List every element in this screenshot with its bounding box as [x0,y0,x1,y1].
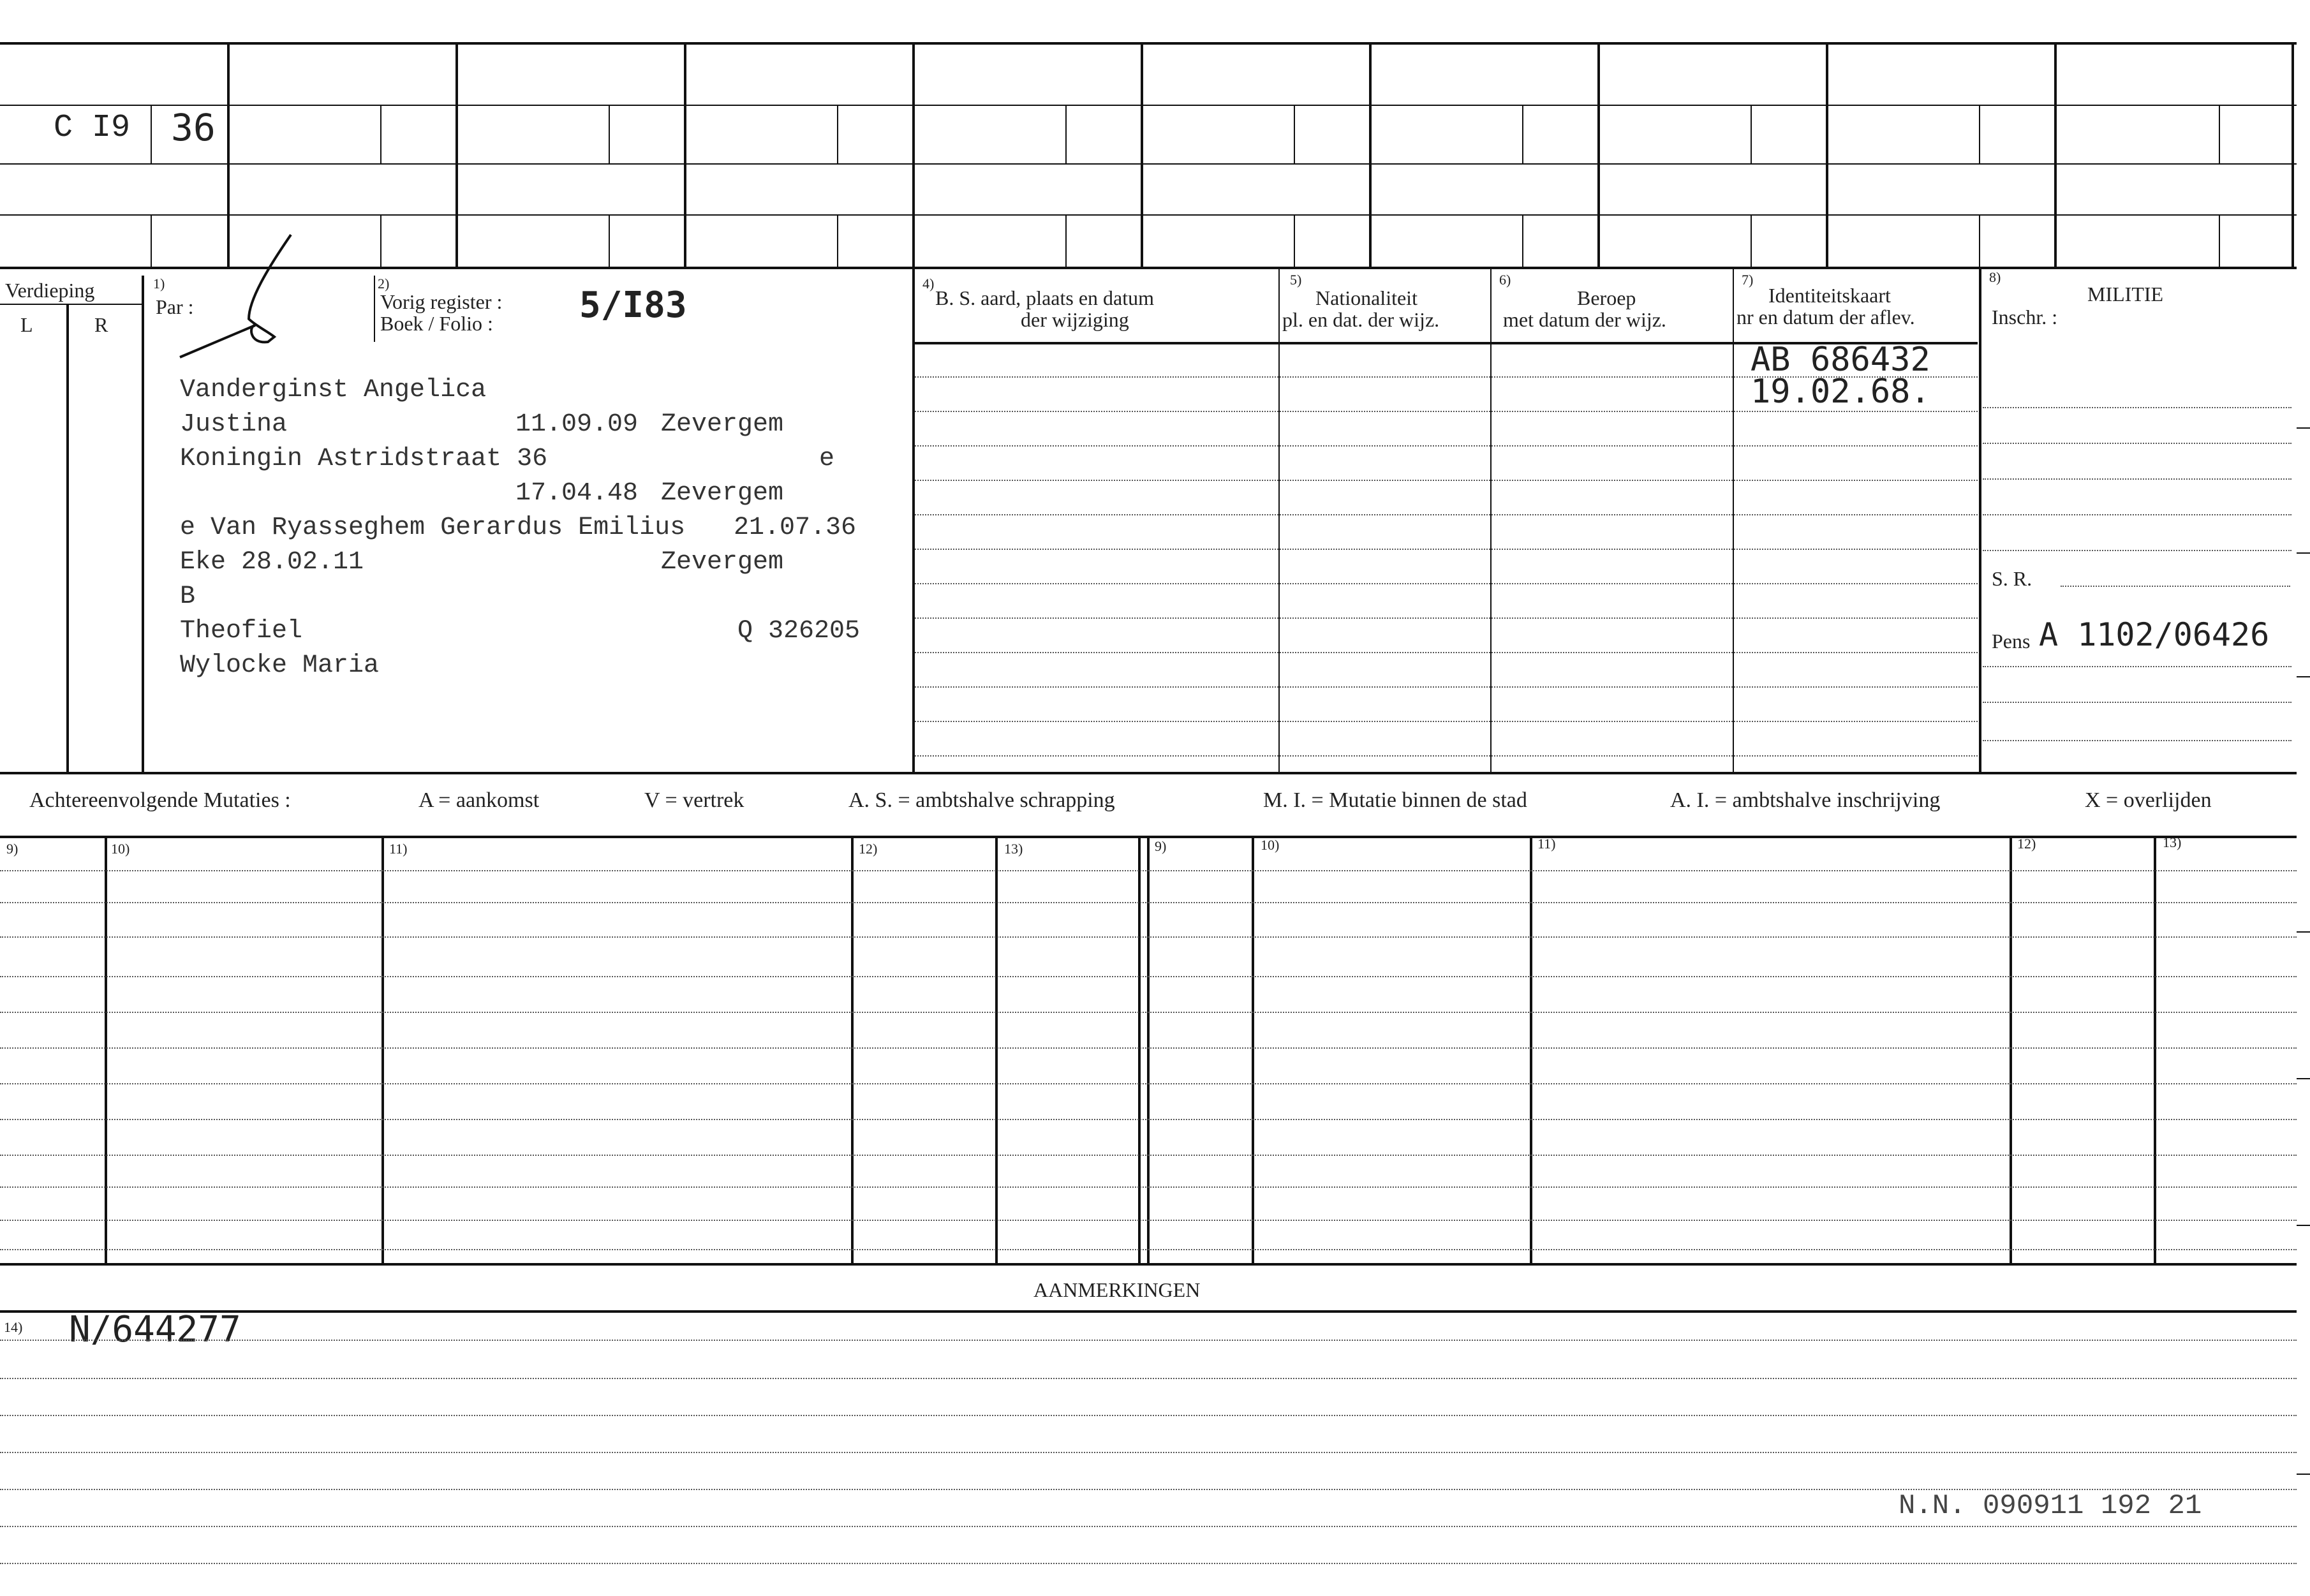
header-col-l: L [20,313,33,336]
legend-overlijden: X = overlijden [2085,788,2212,812]
mutation-col-13-left: 13) [1004,841,1023,857]
header-number-4: 4) [922,276,935,292]
person-line-3-street: Koningin Astridstraat 36 [180,445,548,473]
legend-arrival: A = aankomst [418,788,540,812]
header-par: Par : [156,295,194,318]
register-number: 36 [171,106,216,149]
id-card-number: AB 686432 [1751,341,1930,379]
mutation-col-13-right: 13) [2163,834,2182,850]
person-line-5: e Van Ryasseghem Gerardus Emilius [180,514,686,542]
header-number-5: 5) [1290,272,1302,288]
person-line-8-code: Q 326205 [737,617,861,646]
header-boek-folio: Boek / Folio : [380,312,493,335]
header-beroep-line2: met datum der wijz. [1503,308,1666,331]
header-id-line1: Identiteitskaart [1768,284,1891,307]
header-inschr: Inschr. : [1992,306,2058,329]
person-line-7: B [180,582,196,611]
label-sr: S. R. [1992,567,2032,590]
header-vorig-register: Vorig register : [380,290,503,313]
header-number-7: 7) [1742,272,1754,288]
person-line-4-place: Zevergem [661,479,784,508]
header-number-8: 8) [1989,269,2001,285]
header-col-r: R [94,313,108,336]
person-line-1: Vanderginst Angelica [180,376,487,404]
person-line-6-place: Zevergem [661,548,784,577]
register-letter-code: C I9 [54,110,131,146]
header-bs-line2: der wijziging [1021,308,1129,331]
header-number-2: 2) [378,276,390,292]
legend-mutatie-stad: M. I. = Mutatie binnen de stad [1263,788,1527,812]
legend-departure: V = vertrek [644,788,744,812]
person-line-2-place: Zevergem [661,410,784,439]
header-number-6: 6) [1499,272,1511,288]
person-line-3-e: e [819,445,835,473]
person-line-9: Wylocke Maria [180,651,380,680]
person-line-5-date: 21.07.36 [734,514,857,542]
mutation-col-9-right: 9) [1155,838,1167,854]
vorig-register-value: 5/I83 [579,284,687,326]
legend-label: Achtereenvolgende Mutaties : [29,788,291,812]
mutation-col-10-left: 10) [111,841,130,857]
pen-stroke-icon [172,230,293,364]
legend-ambtshalve-inschrijving: A. I. = ambtshalve inschrijving [1670,788,1941,812]
label-pens: Pens [1992,630,2031,653]
header-militie: MILITIE [2087,283,2164,306]
header-id-line2: nr en datum der aflev. [1736,306,1915,329]
header-verdieping: Verdieping [5,279,95,302]
legend-ambtshalve-schrapping: A. S. = ambtshalve schrapping [848,788,1115,812]
mutation-col-10-right: 10) [1261,837,1280,853]
header-beroep-line1: Beroep [1577,286,1636,309]
mutation-col-9-left: 9) [6,841,19,857]
mutation-col-12-left: 12) [859,841,878,857]
header-number-1: 1) [153,276,165,292]
header-nat-line1: Nationaliteit [1315,286,1418,309]
remark-number: N/644277 [69,1309,241,1350]
header-nat-line2: pl. en dat. der wijz. [1282,308,1440,331]
mutation-col-11-left: 11) [389,841,408,857]
remarks-number-14: 14) [4,1319,23,1335]
person-line-2-date: 11.09.09 [515,410,639,439]
national-number: N.N. 090911 192 21 [1899,1490,2202,1522]
id-card-date: 19.02.68. [1751,373,1930,411]
mutation-col-12-right: 12) [2017,836,2036,852]
remarks-title: AANMERKINGEN [1033,1278,1201,1301]
person-line-8: Theofiel [180,617,303,646]
mutation-col-11-right: 11) [1537,836,1556,852]
pension-number: A 1102/06426 [2039,616,2270,653]
person-line-4-date: 17.04.48 [515,479,639,508]
person-line-6: Eke 28.02.11 [180,548,364,577]
header-bs-line1: B. S. aard, plaats en datum [935,286,1155,309]
person-line-2-name: Justina [180,410,288,439]
